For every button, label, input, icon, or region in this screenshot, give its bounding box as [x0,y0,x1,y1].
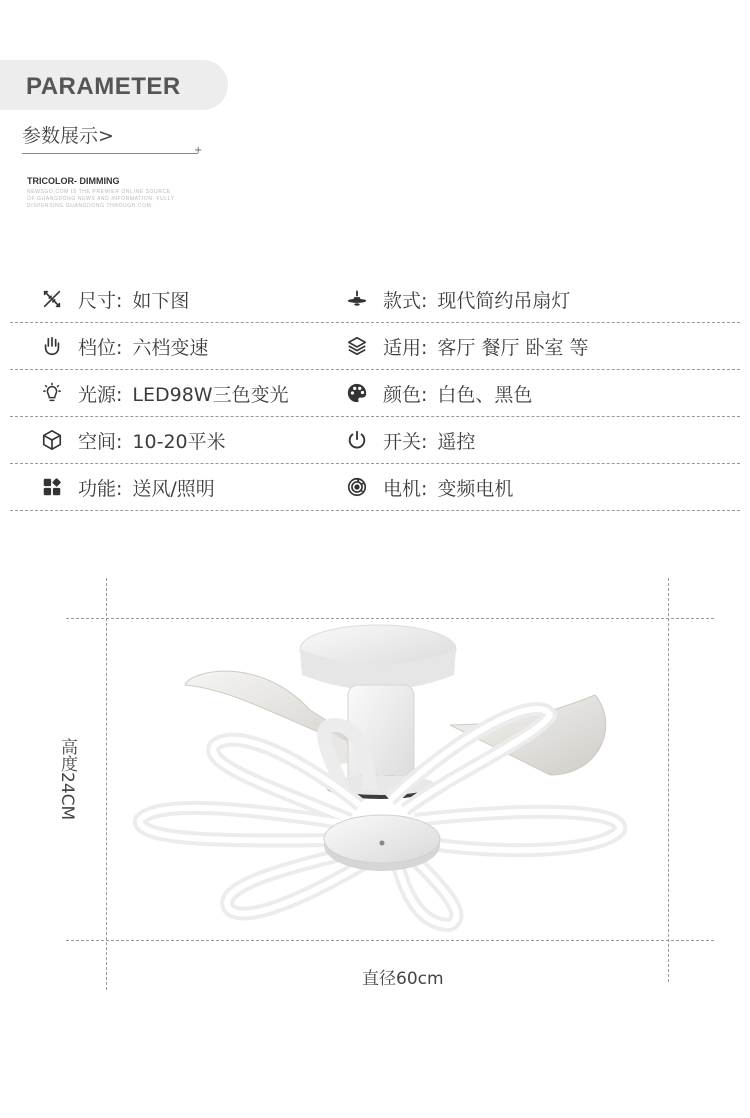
spec-row [10,370,740,417]
spec-label: 档位: [78,336,123,359]
ruler-icon [40,287,64,311]
spec-function [40,464,215,510]
spec-value: 10-20平米 [132,430,226,453]
hand-icon [40,334,64,358]
palette-icon [345,381,369,405]
spec-row [10,464,740,511]
ceiling-fan-icon [345,287,369,311]
dimension-line-left [106,578,107,990]
spec-label: 空间: [78,430,123,453]
spec-light-source [40,370,289,416]
specs-table [10,276,740,511]
spec-value: 现代简约吊扇灯 [437,289,571,312]
spec-style [345,276,570,322]
spec-gears [40,323,208,369]
spec-label: 开关: [383,430,428,453]
layers-icon [345,334,369,358]
bulb-icon [40,381,64,405]
tricolor-dimming-tag: TRICOLOR- DIMMING [27,176,120,186]
spec-label: 适用: [383,336,428,359]
spec-space [40,417,226,463]
spec-value: 送风/照明 [132,477,215,500]
spec-value: LED98W三色变光 [132,383,289,406]
diameter-dimension-label: 直径60cm [362,969,444,989]
height-dimension-label: 高度24CM [57,738,77,821]
spec-value: 白色、黑色 [437,383,533,406]
spec-label: 尺寸: [78,289,123,312]
spec-row [10,276,740,323]
spec-size [40,276,189,322]
section-subtitle: 参数展示> [22,125,114,147]
subtitle-underline [22,153,198,154]
spec-usage [345,323,589,369]
tiny-caption-line: NEWSGO.COM IS THE PREMIER ONLINE SOURCE [27,189,171,195]
spec-value: 遥控 [437,430,476,453]
spec-label: 电机: [383,477,428,500]
motor-icon [345,475,369,499]
parameter-header-pill [0,60,228,110]
ceiling-fan-illustration [120,615,640,945]
spec-value: 六档变速 [132,336,209,359]
underline-plus-mark: + [194,145,203,156]
spec-label: 功能: [78,477,123,500]
tiny-caption-line: OF GUANGDONG NEWS AND INFORMATION, FULLY [27,196,175,202]
power-icon [345,428,369,452]
spec-value: 客厅 餐厅 卧室 等 [437,336,589,359]
spec-label: 颜色: [383,383,428,406]
cube-icon [40,428,64,452]
spec-value: 如下图 [132,289,190,312]
grid-icon [40,475,64,499]
spec-row [10,417,740,464]
spec-switch [345,417,475,463]
tiny-caption-line: DISPERSING GUANGDONG THROUGH.COM [27,203,152,209]
spec-row [10,323,740,370]
spec-value: 变频电机 [437,477,514,500]
spec-label: 款式: [383,289,428,312]
parameter-title: PARAMETER [26,73,181,100]
spec-color [345,370,532,416]
spec-motor [345,464,513,510]
ceiling-fan-image [120,615,640,945]
dimension-line-right [668,578,669,982]
spec-label: 光源: [78,383,123,406]
